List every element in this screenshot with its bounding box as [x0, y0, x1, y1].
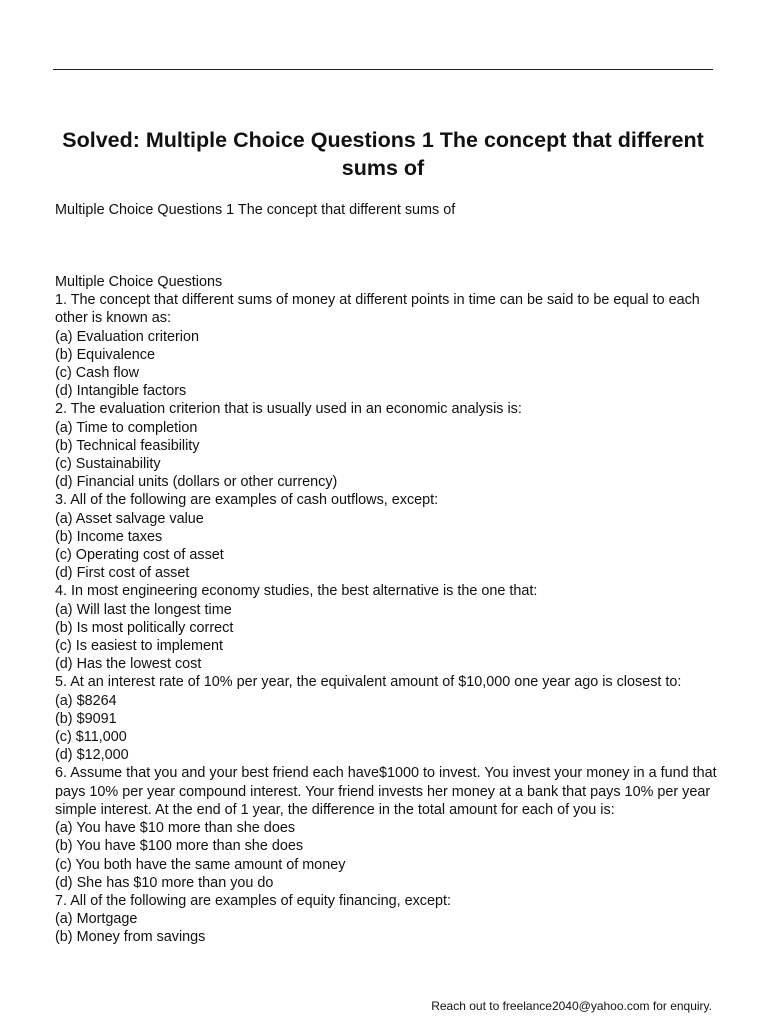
document-title: Solved: Multiple Choice Questions 1 The concept that different sums of	[62, 128, 704, 180]
text-line: (a) Time to completion	[55, 419, 198, 436]
text-line: (b) Money from savings	[55, 929, 206, 946]
text-line: 1. The concept that different sums of money at different points in time can be said to be equal to each other is known as:	[55, 292, 700, 327]
text-line: (a) Asset salvage value	[55, 510, 204, 527]
text-line: (d) Has the lowest cost	[55, 656, 202, 673]
text-line: (d) First cost of asset	[55, 565, 190, 582]
text-line: (b) Income taxes	[55, 528, 163, 545]
text-line: (a) $8264	[55, 692, 117, 709]
text-line: (b) Technical feasibility	[55, 437, 200, 454]
text-line: 2. The evaluation criterion that is usually used in an economic analysis is:	[55, 401, 522, 418]
text-line: 3. All of the following are examples of cash outflows, except:	[55, 492, 439, 509]
text-line: (c) You both have the same amount of money	[55, 856, 346, 873]
text-line: 6. Assume that you and your best friend each have$1000 to invest. You invest your money in a fund that pays 10% per year compound interest. Your friend invests her money at a bank that pays 10% per year simple interest. At the end of 1 year, the difference in the total amount for each of you is:	[55, 765, 717, 818]
text-line: (d) Intangible factors	[55, 383, 187, 400]
text-line: (d) $12,000	[55, 747, 129, 764]
text-line: (c) $11,000	[55, 729, 127, 746]
text-line: (b) $9091	[55, 710, 117, 727]
text-line: (c) Sustainability	[55, 456, 161, 473]
text-line: (a) Evaluation criterion	[55, 328, 199, 345]
text-line: (b) Equivalence	[55, 346, 155, 363]
text-line: (b) You have $100 more than she does	[55, 838, 304, 855]
text-line: (c) Operating cost of asset	[55, 547, 224, 564]
document-subtitle: Multiple Choice Questions 1 The concept that different sums of	[55, 202, 456, 218]
enquiry-footer: Reach out to freelance2040@yahoo.com for enquiry.	[431, 999, 712, 1013]
text-line: (a) Mortgage	[55, 911, 138, 928]
text-line: (d) She has $10 more than you do	[55, 874, 274, 891]
text-line: Multiple Choice Questions	[55, 274, 223, 290]
text-line: (d) Financial units (dollars or other currency)	[55, 474, 338, 491]
text-line: 5. At an interest rate of 10% per year, the equivalent amount of $10,000 one year ago is closest to:	[55, 674, 682, 691]
text-line: (c) Cash flow	[55, 365, 139, 382]
text-line: (a) Will last the longest time	[55, 601, 232, 618]
header-rule	[53, 69, 713, 70]
text-line: (c) Is easiest to implement	[55, 638, 223, 655]
question-list	[55, 273, 720, 947]
text-line: (a) You have $10 more than she does	[55, 820, 296, 837]
text-line: 4. In most engineering economy studies, the best alternative is the one that:	[55, 583, 538, 600]
text-line: (b) Is most politically correct	[55, 619, 234, 636]
text-line: 7. All of the following are examples of equity financing, except:	[55, 892, 451, 909]
